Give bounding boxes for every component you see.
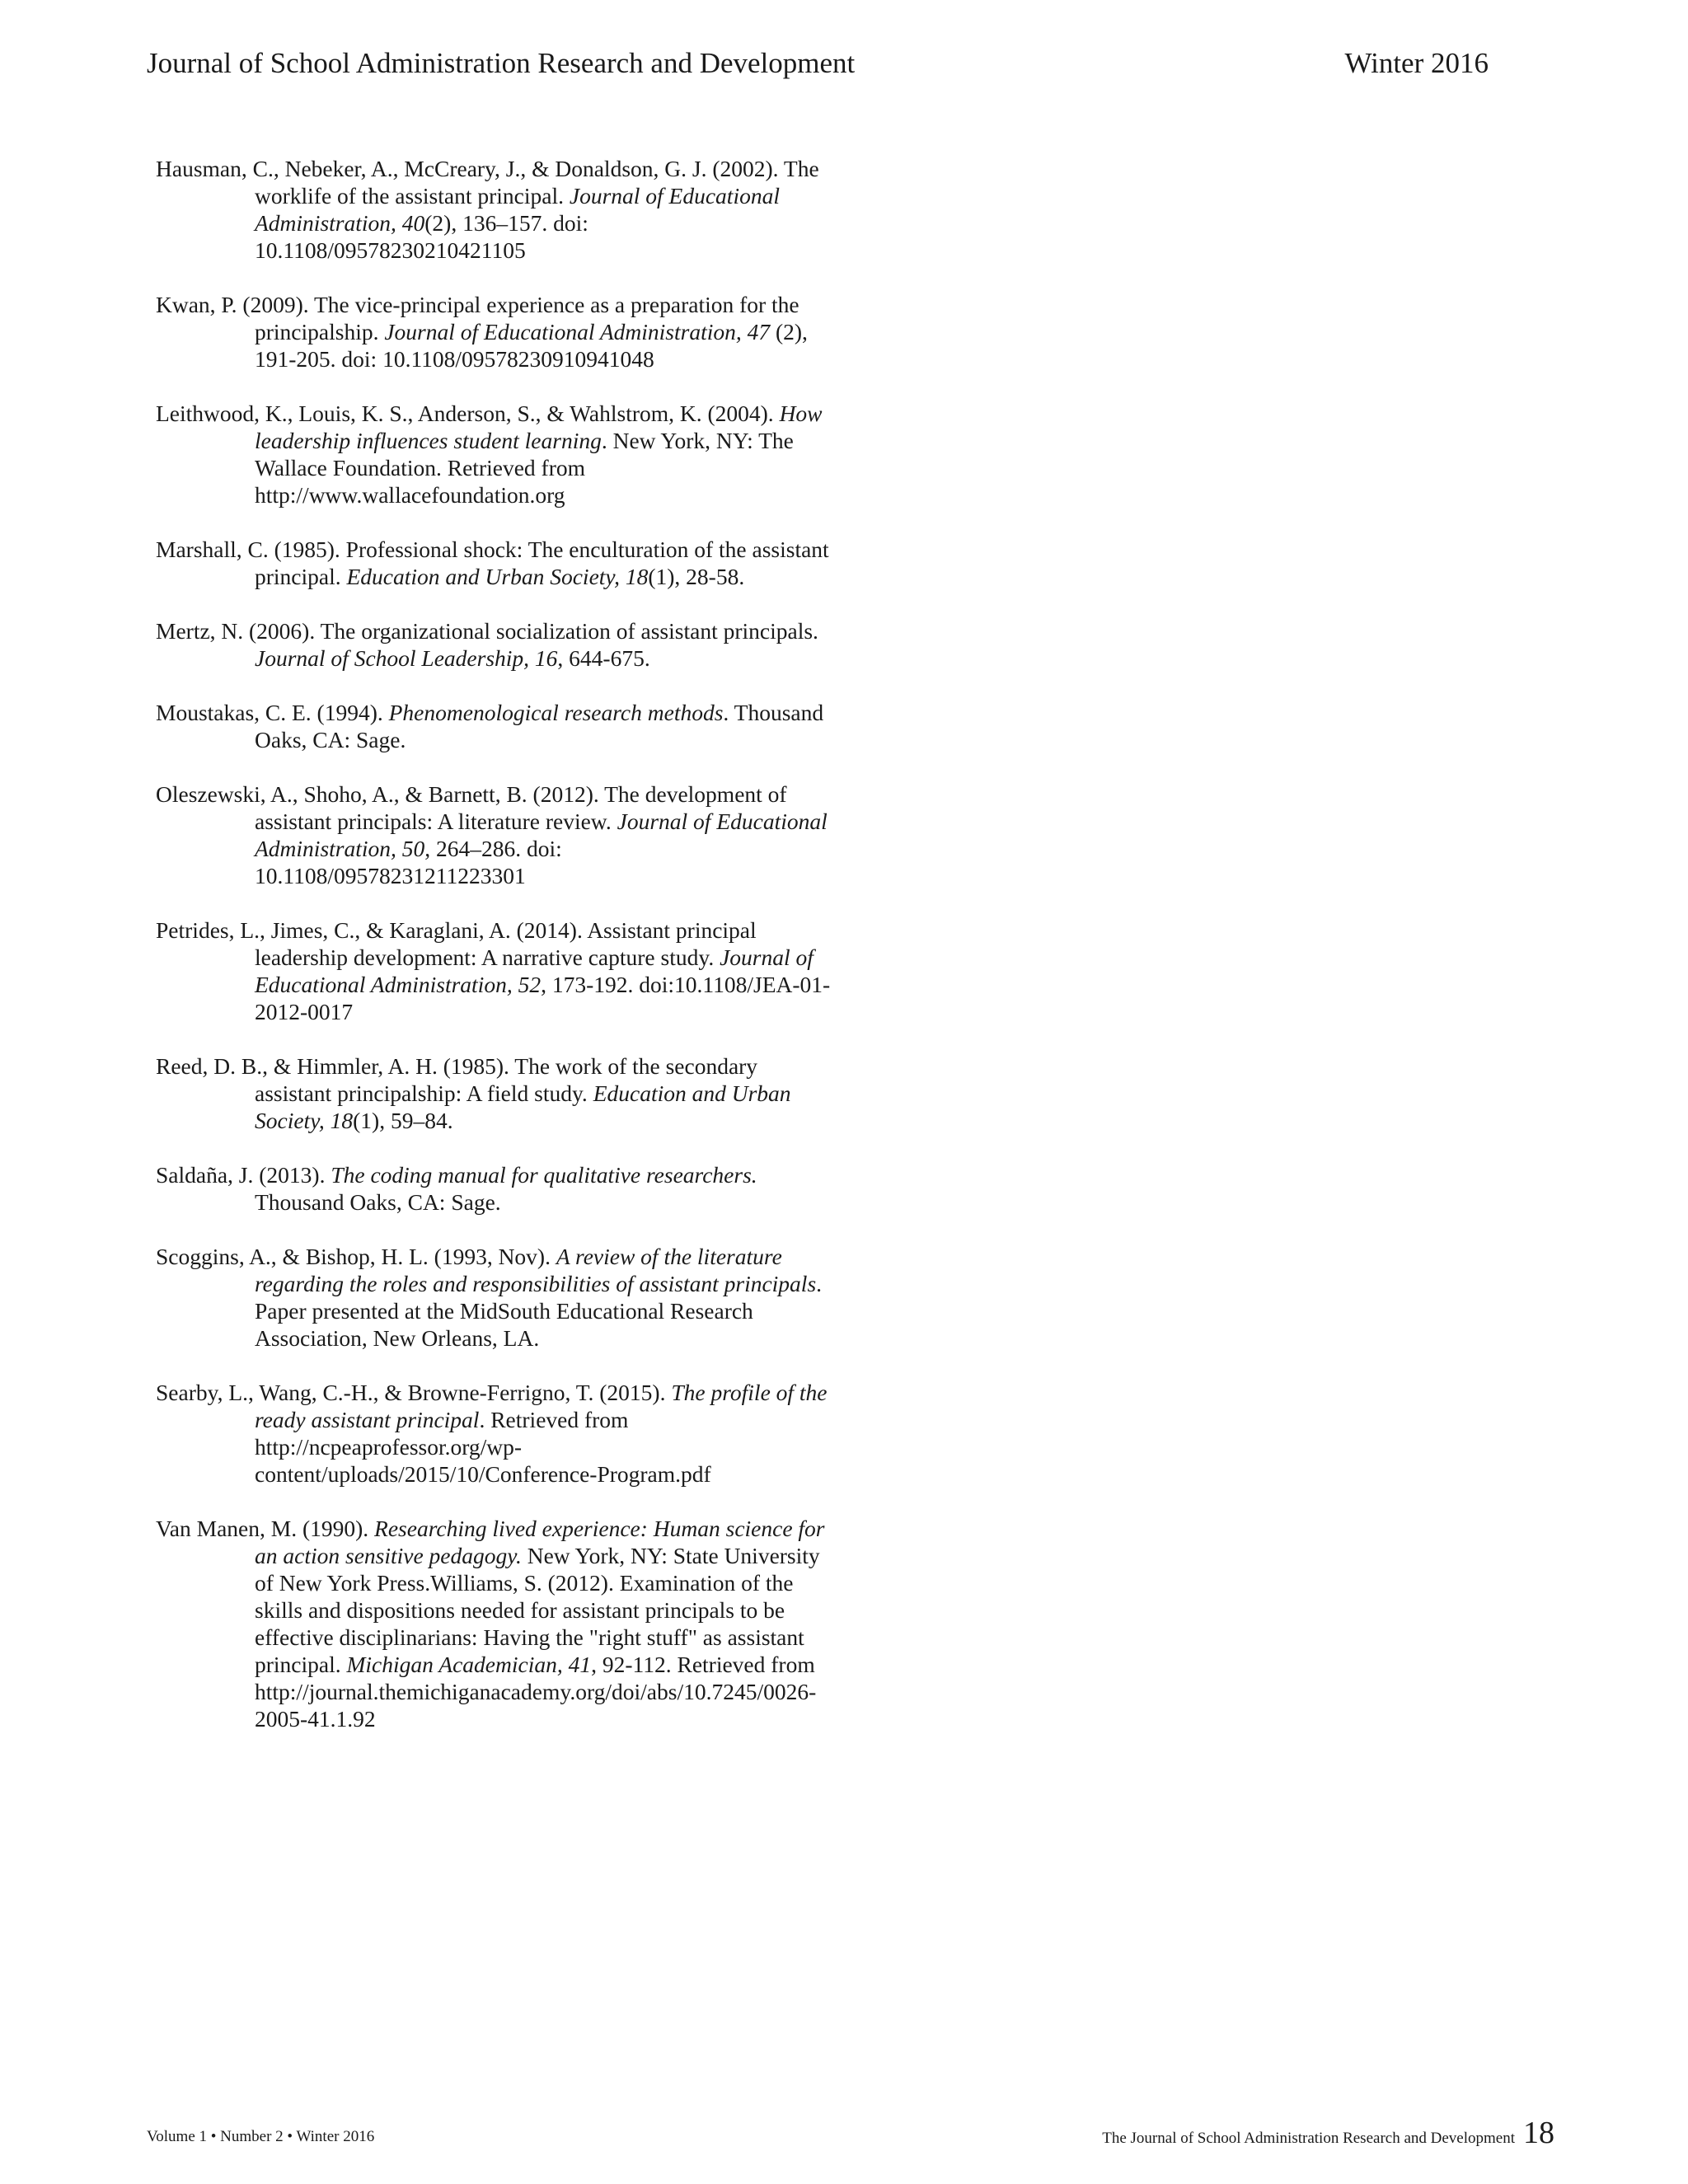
reference-entry xyxy=(156,916,832,1025)
reference-source-italic: The profile of the ready assistant principal xyxy=(255,1380,828,1432)
reference-source-italic: Journal of School Leadership, 16 xyxy=(255,645,558,671)
reference-entry xyxy=(156,400,832,509)
reference-entry xyxy=(156,617,832,672)
reference-entry xyxy=(156,1052,832,1134)
reference-text: . New York, NY: The Wallace Foundation. Retrieved from http://www.wallacefoundation.org xyxy=(255,428,794,508)
reference-text: Petrides, L., Jimes, C., & Karaglani, A. (2014). Assistant principal leadership development: A narrative capture study. xyxy=(156,917,757,970)
reference-text: . Thousand Oaks, CA: Sage. xyxy=(255,700,824,752)
reference-text: Saldaña, J. (2013). xyxy=(156,1162,331,1188)
reference-list xyxy=(156,155,832,1760)
reference-text: Moustakas, C. E. (1994). xyxy=(156,700,389,725)
reference-source-italic: Journal of Educational Administration, 47 xyxy=(384,319,771,344)
reference-source-italic: The coding manual for qualitative researchers. xyxy=(331,1162,757,1188)
reference-text: Van Manen, M. (1990). xyxy=(156,1516,375,1541)
reference-text: , 92-112. Retrieved from http://journal.themichiganacademy.org/doi/abs/10.7245/0026-2005-41.1.92 xyxy=(255,1652,817,1732)
reference-entry xyxy=(156,1243,832,1352)
reference-text: . Retrieved from http://ncpeaprofessor.org/wp-content/uploads/2015/10/Conference-Program.pdf xyxy=(255,1407,711,1487)
reference-entry xyxy=(156,1515,832,1732)
page-footer xyxy=(147,2115,1554,2151)
reference-text: , 644-675. xyxy=(557,645,650,671)
reference-source-italic: Education and Urban Society, 18 xyxy=(346,564,649,589)
reference-text: (1), 59–84. xyxy=(353,1108,453,1133)
reference-source-italic: A review of the literature regarding the roles and responsibilities of assistant principals xyxy=(255,1244,817,1296)
reference-entry xyxy=(156,1379,832,1488)
reference-source-italic: Phenomenological research methods xyxy=(388,700,724,725)
reference-entry xyxy=(156,155,832,264)
running-header xyxy=(147,43,1489,84)
reference-text: Mertz, N. (2006). The organizational socialization of assistant principals. xyxy=(156,618,818,644)
reference-text: Kwan, P. (2009). The vice-principal experience as a preparation for the principalship. xyxy=(156,292,799,344)
reference-entry xyxy=(156,699,832,753)
reference-text: Thousand Oaks, CA: Sage. xyxy=(255,1162,768,1215)
reference-text: Leithwood, K., Louis, K. S., Anderson, S., & Wahlstrom, K. (2004). xyxy=(156,401,780,426)
reference-source-italic: Education and Urban Society, 18 xyxy=(255,1080,791,1133)
reference-text: . Paper presented at the MidSouth Educational Research Association, New Orleans, LA. xyxy=(255,1271,823,1351)
reference-source-italic: Journal of Educational Administration, 52 xyxy=(255,944,814,997)
running-header-journal-title: Journal of School Administration Research and Development xyxy=(147,47,856,79)
running-header-issue: Winter 2016 xyxy=(1344,47,1489,79)
footer-journal-name: The Journal of School Administration Research and Development xyxy=(1102,2130,1515,2147)
footer-volume-info: Volume 1 • Number 2 • Winter 2016 xyxy=(147,2128,375,2145)
reference-text: , 173-192. doi:10.1108/JEA-01-2012-0017 xyxy=(255,972,831,1024)
reference-entry xyxy=(156,1161,832,1216)
page-number: 18 xyxy=(1523,2116,1554,2150)
reference-text: Marshall, C. (1985). Professional shock: The enculturation of the assistant principal. xyxy=(156,537,829,589)
reference-source-italic: Researching lived experience: Human science for an action sensitive pedagogy. xyxy=(255,1516,825,1568)
reference-source-italic: Journal of Educational Administration, 50 xyxy=(255,808,828,861)
reference-text: , 264–286. doi: 10.1108/09578231211223301 xyxy=(255,836,562,888)
reference-text: New York, NY: State University of New York Press.Williams, S. (2012). Examination of the skills and dispositions needed for assistant principals to be effective disciplinarians: Having the "right stuff" as assistant principal. xyxy=(255,1543,820,1677)
footer-journal-page xyxy=(1102,2115,1554,2151)
reference-text: Searby, L., Wang, C.-H., & Browne-Ferrigno, T. (2015). xyxy=(156,1380,672,1405)
reference-entry xyxy=(156,536,832,590)
reference-text: (1), 28-58. xyxy=(648,564,745,589)
reference-text: Hausman, C., Nebeker, A., McCreary, J., & Donaldson, G. J. (2002). The worklife of the assistant principal. xyxy=(156,156,819,209)
reference-text: (2), 136–157. doi: 10.1108/09578230210421105 xyxy=(255,210,588,263)
reference-source-italic: How leadership influences student learning xyxy=(255,401,823,453)
reference-text: Reed, D. B., & Himmler, A. H. (1985). The work of the secondary assistant principalship: A field study. xyxy=(156,1053,758,1106)
reference-entry xyxy=(156,780,832,889)
reference-text: Oleszewski, A., Shoho, A., & Barnett, B. (2012). The development of assistant principals: A literature review. xyxy=(156,781,787,834)
reference-text: Scoggins, A., & Bishop, H. L. (1993, Nov). xyxy=(156,1244,556,1269)
reference-text: (2), 191-205. doi: 10.1108/09578230910941048 xyxy=(255,319,808,372)
reference-entry xyxy=(156,291,832,373)
reference-source-italic: Journal of Educational Administration, 40 xyxy=(255,183,780,236)
reference-source-italic: Michigan Academician, 41 xyxy=(346,1652,592,1677)
